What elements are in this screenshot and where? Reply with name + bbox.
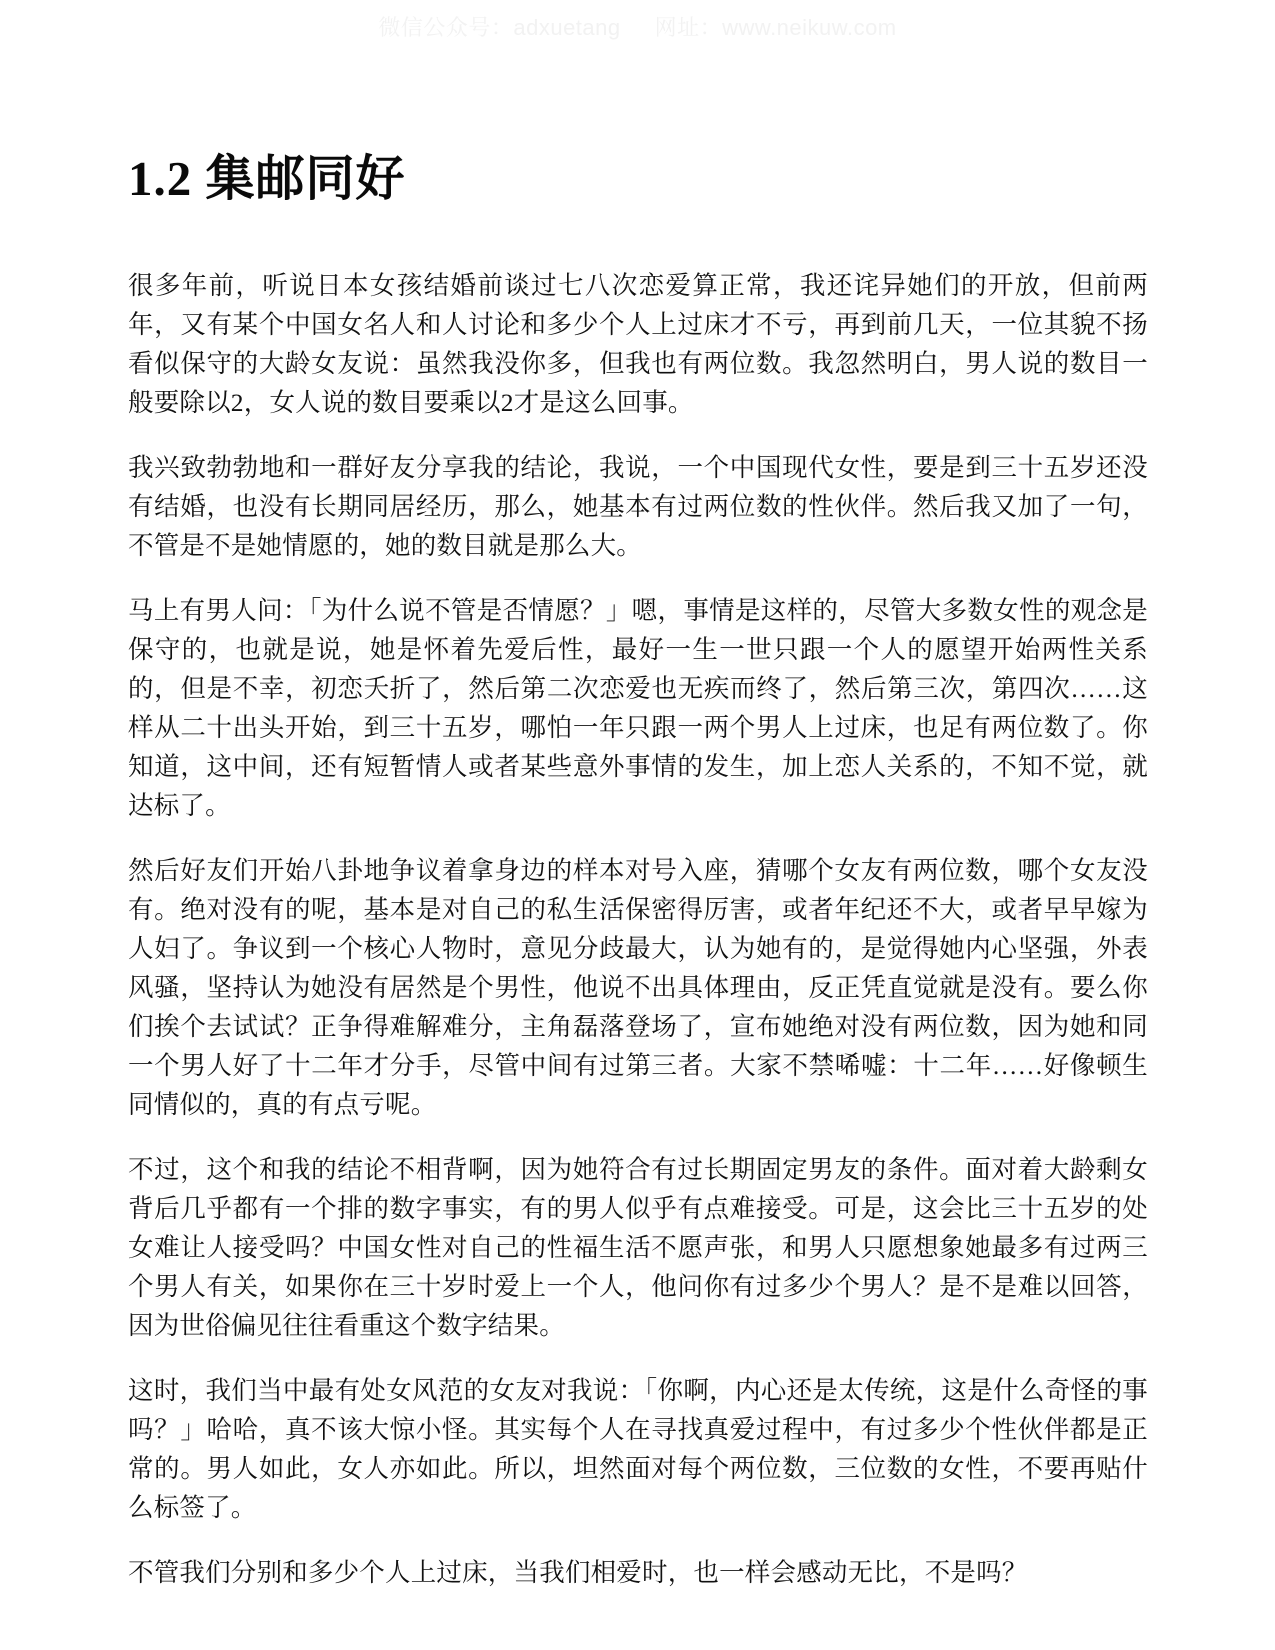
body-paragraph: 然后好友们开始八卦地争议着拿身边的样本对号入座，猜哪个女友有两位数，哪个女友没有。绝对没有的呢，基本是对自己的私生活保密得厉害，或者年纪还不大，或者早早嫁为人妇了。争议到一个核心人物时，意见分歧最大，认为她有的，是觉得她内心坚强，外表风骚，坚持认为她没有居然是个男性，他说不出具体理由，反正凭直觉就是没有。要么你们挨个去试试？正争得难解难分，主角磊落登场了，宣布她绝对没有两位数，因为她和同一个男人好了十二年才分手，尽管中间有过第三者。大家不禁唏嘘：十二年……好像顿生同情似的，真的有点亏呢。	[128, 855, 1148, 1119]
page-title: 1.2 集邮同好	[128, 151, 406, 206]
body-paragraph: 不过，这个和我的结论不相背啊，因为她符合有过长期固定男友的条件。面对着大龄剩女背后几乎都有一个排的数字事实，有的男人似乎有点难接受。可是，这会比三十五岁的处女难让人接受吗？中国女性对自己的性福生活不愿声张，和男人只愿想象她最多有过两三个男人有关，如果你在三十岁时爱上一个人，他问你有过多少个男人？是不是难以回答，因为世俗偏见往往看重这个数字结果。	[128, 1154, 1148, 1340]
body-paragraph: 我兴致勃勃地和一群好友分享我的结论，我说，一个中国现代女性，要是到三十五岁还没有结婚，也没有长期同居经历，那么，她基本有过两位数的性伙伴。然后我又加了一句，不管是不是她情愿的，她的数目就是那么大。	[128, 452, 1148, 560]
body-paragraph: 马上有男人问：「为什么说不管是否情愿？」嗯，事情是这样的，尽管大多数女性的观念是保守的，也就是说，她是怀着先爱后性，最好一生一世只跟一个人的愿望开始两性关系的，但是不幸，初恋夭折了，然后第二次恋爱也无疾而终了，然后第三次，第四次……这样从二十出头开始，到三十五岁，哪怕一年只跟一两个男人上过床，也足有两位数了。你知道，这中间，还有短暂情人或者某些意外事情的发生，加上恋人关系的，不知不觉，就达标了。	[128, 595, 1148, 820]
body-paragraph: 不管我们分别和多少个人上过床，当我们相爱时，也一样会感动无比，不是吗？	[128, 1557, 1028, 1587]
watermark-website-url: 网址：www.neikuw.com	[654, 14, 897, 40]
watermark-banner	[0, 0, 1275, 52]
watermark-wechat-account: 微信公众号：adxuetang	[378, 14, 621, 40]
body-paragraph: 这时，我们当中最有处女风范的女友对我说：「你啊，内心还是太传统，这是什么奇怪的事吗？」哈哈，真不该大惊小怪。其实每个人在寻找真爱过程中，有过多少个性伙伴都是正常的。男人如此，女人亦如此。所以，坦然面对每个两位数，三位数的女性，不要再贴什么标签了。	[128, 1375, 1148, 1522]
document-content	[128, 150, 1148, 1592]
body-paragraph: 很多年前，听说日本女孩结婚前谈过七八次恋爱算正常，我还诧异她们的开放，但前两年，又有某个中国女名人和人讨论和多少个人上过床才不亏，再到前几天，一位其貌不扬看似保守的大龄女友说：虽然我没你多，但我也有两位数。我忽然明白，男人说的数目一般要除以2，女人说的数目要乘以2才是这么回事。	[128, 270, 1148, 417]
